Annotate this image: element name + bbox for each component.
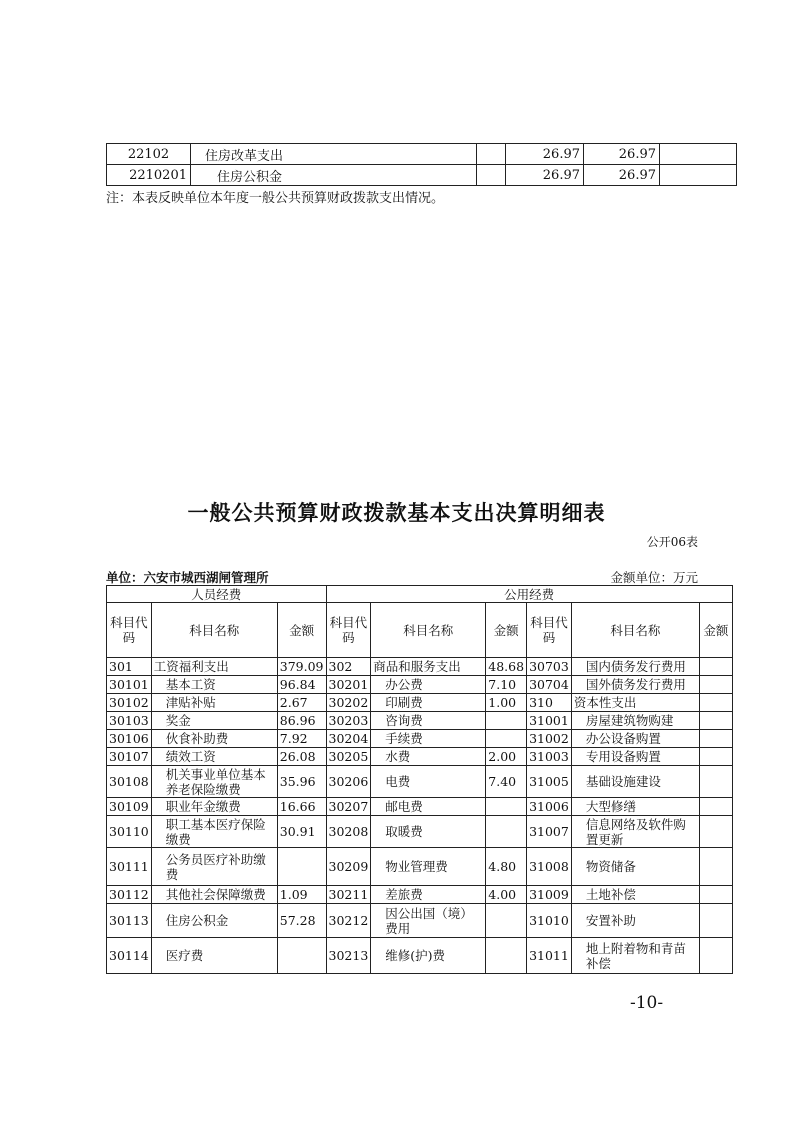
subject-name: 国外债务发行费用 bbox=[571, 676, 699, 694]
subject-code: 30206 bbox=[326, 766, 371, 798]
amount-cell bbox=[699, 712, 732, 730]
table-row bbox=[107, 766, 733, 798]
subject-code: 31006 bbox=[527, 798, 572, 816]
subject-name: 办公设备购置 bbox=[571, 730, 699, 748]
table-row bbox=[107, 748, 733, 766]
code-header: 科目代码 bbox=[527, 603, 572, 658]
subject-code: 30201 bbox=[326, 676, 371, 694]
amount-cell: 7.40 bbox=[486, 766, 527, 798]
subject-code: 30213 bbox=[326, 938, 371, 974]
subject-name: 电费 bbox=[371, 766, 486, 798]
subject-code: 31005 bbox=[527, 766, 572, 798]
subject-name: 绩效工资 bbox=[151, 748, 277, 766]
empty-cell bbox=[660, 165, 737, 186]
subject-name: 住房改革支出 bbox=[191, 144, 477, 165]
amount-cell bbox=[699, 798, 732, 816]
amount-header: 金额 bbox=[277, 603, 326, 658]
subject-name: 工资福利支出 bbox=[151, 658, 277, 676]
subject-name: 差旅费 bbox=[371, 886, 486, 904]
empty-cell bbox=[477, 165, 506, 186]
subject-code: 31007 bbox=[527, 816, 572, 848]
subject-name: 土地补偿 bbox=[571, 886, 699, 904]
name-header: 科目名称 bbox=[151, 603, 277, 658]
subject-name: 医疗费 bbox=[151, 938, 277, 974]
subject-code: 30109 bbox=[107, 798, 152, 816]
subject-name: 其他社会保障缴费 bbox=[151, 886, 277, 904]
subject-code: 310 bbox=[527, 694, 572, 712]
subject-code: 31008 bbox=[527, 848, 572, 886]
amount-cell bbox=[277, 938, 326, 974]
table-row bbox=[107, 938, 733, 974]
amount-cell bbox=[486, 816, 527, 848]
subject-name: 基本工资 bbox=[151, 676, 277, 694]
subject-code: 22102 bbox=[107, 144, 191, 165]
table-row bbox=[107, 165, 737, 186]
subject-name: 物业管理费 bbox=[371, 848, 486, 886]
amount-cell: 4.00 bbox=[486, 886, 527, 904]
subject-name: 商品和服务支出 bbox=[371, 658, 486, 676]
amount-cell: 35.96 bbox=[277, 766, 326, 798]
amount-header: 金额 bbox=[699, 603, 732, 658]
subject-name: 津贴补贴 bbox=[151, 694, 277, 712]
page-title: 一般公共预算财政拨款基本支出决算明细表 bbox=[187, 500, 606, 525]
subject-name: 因公出国（境）费用 bbox=[371, 904, 486, 938]
amount-cell: 4.80 bbox=[486, 848, 527, 886]
amount-cell: 379.09 bbox=[277, 658, 326, 676]
table-row bbox=[107, 886, 733, 904]
subject-code: 30113 bbox=[107, 904, 152, 938]
subject-code: 30204 bbox=[326, 730, 371, 748]
amount-cell bbox=[699, 886, 732, 904]
amount-cell: 1.00 bbox=[486, 694, 527, 712]
subject-name: 印刷费 bbox=[371, 694, 486, 712]
subject-name: 大型修缮 bbox=[571, 798, 699, 816]
name-header: 科目名称 bbox=[571, 603, 699, 658]
subject-code: 30103 bbox=[107, 712, 152, 730]
money-unit-label: 金额单位：万元 bbox=[610, 570, 698, 585]
subject-code: 30111 bbox=[107, 848, 152, 886]
subject-code: 30106 bbox=[107, 730, 152, 748]
amount-cell: 7.10 bbox=[486, 676, 527, 694]
table-row bbox=[107, 730, 733, 748]
amount-cell: 30.91 bbox=[277, 816, 326, 848]
subject-name: 水费 bbox=[371, 748, 486, 766]
subject-code: 31011 bbox=[527, 938, 572, 974]
subject-code: 30704 bbox=[527, 676, 572, 694]
subject-name: 办公费 bbox=[371, 676, 486, 694]
subject-name: 咨询费 bbox=[371, 712, 486, 730]
subject-code: 31003 bbox=[527, 748, 572, 766]
subject-code: 30211 bbox=[326, 886, 371, 904]
amount-cell bbox=[699, 730, 732, 748]
form-number: 公开06表 bbox=[646, 535, 698, 549]
amount-cell: 26.97 bbox=[584, 165, 660, 186]
amount-cell bbox=[486, 798, 527, 816]
subject-code: 31009 bbox=[527, 886, 572, 904]
subject-code: 30703 bbox=[527, 658, 572, 676]
subject-code: 302 bbox=[326, 658, 371, 676]
code-header: 科目代码 bbox=[326, 603, 371, 658]
table-row bbox=[107, 848, 733, 886]
subject-name: 资本性支出 bbox=[571, 694, 699, 712]
subject-name: 安置补助 bbox=[571, 904, 699, 938]
empty-cell bbox=[477, 144, 506, 165]
amount-cell: 7.92 bbox=[277, 730, 326, 748]
amount-cell: 26.08 bbox=[277, 748, 326, 766]
amount-cell bbox=[699, 848, 732, 886]
subject-name: 专用设备购置 bbox=[571, 748, 699, 766]
name-header: 科目名称 bbox=[371, 603, 486, 658]
empty-cell bbox=[660, 144, 737, 165]
subject-code: 30205 bbox=[326, 748, 371, 766]
subject-code: 31001 bbox=[527, 712, 572, 730]
subject-code: 30101 bbox=[107, 676, 152, 694]
continuation-table bbox=[106, 143, 737, 186]
subject-name: 信息网络及软件购置更新 bbox=[571, 816, 699, 848]
table-row bbox=[107, 676, 733, 694]
amount-cell bbox=[699, 748, 732, 766]
page-number: -10- bbox=[630, 993, 664, 1013]
subject-code: 30209 bbox=[326, 848, 371, 886]
amount-header: 金额 bbox=[486, 603, 527, 658]
subject-name: 手续费 bbox=[371, 730, 486, 748]
amount-cell: 26.97 bbox=[584, 144, 660, 165]
subject-code: 30107 bbox=[107, 748, 152, 766]
subject-name: 邮电费 bbox=[371, 798, 486, 816]
group-header-row bbox=[107, 586, 733, 603]
amount-cell: 2.00 bbox=[486, 748, 527, 766]
subject-code: 30102 bbox=[107, 694, 152, 712]
subject-name: 地上附着物和青苗补偿 bbox=[571, 938, 699, 974]
amount-cell bbox=[486, 904, 527, 938]
amount-cell: 26.97 bbox=[506, 165, 584, 186]
subject-code: 30112 bbox=[107, 886, 152, 904]
amount-cell: 2.67 bbox=[277, 694, 326, 712]
amount-cell: 86.96 bbox=[277, 712, 326, 730]
subject-name: 住房公积金 bbox=[151, 904, 277, 938]
subject-code: 30110 bbox=[107, 816, 152, 848]
amount-cell: 96.84 bbox=[277, 676, 326, 694]
table-row bbox=[107, 658, 733, 676]
amount-cell bbox=[486, 712, 527, 730]
amount-cell bbox=[486, 938, 527, 974]
subject-name: 基础设施建设 bbox=[571, 766, 699, 798]
column-header-row bbox=[107, 603, 733, 658]
subject-name: 公务员医疗补助缴费 bbox=[151, 848, 277, 886]
unit-label: 单位：六安市城西湖闸管理所 bbox=[106, 570, 269, 585]
table-row bbox=[107, 798, 733, 816]
subject-name: 机关事业单位基本养老保险缴费 bbox=[151, 766, 277, 798]
amount-cell bbox=[699, 904, 732, 938]
amount-cell: 1.09 bbox=[277, 886, 326, 904]
amount-cell bbox=[699, 816, 732, 848]
subject-name: 物资储备 bbox=[571, 848, 699, 886]
amount-cell: 26.97 bbox=[506, 144, 584, 165]
subject-name: 职工基本医疗保险缴费 bbox=[151, 816, 277, 848]
subject-name: 住房公积金 bbox=[191, 165, 477, 186]
subject-code: 30108 bbox=[107, 766, 152, 798]
subject-code: 30207 bbox=[326, 798, 371, 816]
subject-name: 取暖费 bbox=[371, 816, 486, 848]
amount-cell bbox=[699, 694, 732, 712]
amount-cell bbox=[277, 848, 326, 886]
table-row bbox=[107, 712, 733, 730]
subject-code: 31002 bbox=[527, 730, 572, 748]
amount-cell bbox=[699, 676, 732, 694]
personnel-expense-header: 人员经费 bbox=[107, 586, 327, 603]
amount-cell: 48.68 bbox=[486, 658, 527, 676]
subject-code: 30203 bbox=[326, 712, 371, 730]
subject-code: 301 bbox=[107, 658, 152, 676]
amount-cell bbox=[486, 730, 527, 748]
subject-code: 31010 bbox=[527, 904, 572, 938]
subject-name: 伙食补助费 bbox=[151, 730, 277, 748]
subject-name: 维修(护)费 bbox=[371, 938, 486, 974]
expenditure-detail-table bbox=[106, 585, 733, 974]
subject-code: 30212 bbox=[326, 904, 371, 938]
subject-name: 房屋建筑物购建 bbox=[571, 712, 699, 730]
public-expense-header: 公用经费 bbox=[326, 586, 732, 603]
subject-name: 国内债务发行费用 bbox=[571, 658, 699, 676]
subject-name: 奖金 bbox=[151, 712, 277, 730]
amount-cell: 16.66 bbox=[277, 798, 326, 816]
table-row bbox=[107, 816, 733, 848]
table-row bbox=[107, 694, 733, 712]
subject-name: 职业年金缴费 bbox=[151, 798, 277, 816]
amount-cell bbox=[699, 766, 732, 798]
table-row bbox=[107, 144, 737, 165]
amount-cell: 57.28 bbox=[277, 904, 326, 938]
subject-code: 30208 bbox=[326, 816, 371, 848]
table-note: 注：本表反映单位本年度一般公共预算财政拨款支出情况。 bbox=[106, 191, 445, 206]
subject-code: 30114 bbox=[107, 938, 152, 974]
amount-cell bbox=[699, 658, 732, 676]
amount-cell bbox=[699, 938, 732, 974]
subject-code: 2210201 bbox=[107, 165, 191, 186]
table-row bbox=[107, 904, 733, 938]
code-header: 科目代码 bbox=[107, 603, 152, 658]
subject-code: 30202 bbox=[326, 694, 371, 712]
